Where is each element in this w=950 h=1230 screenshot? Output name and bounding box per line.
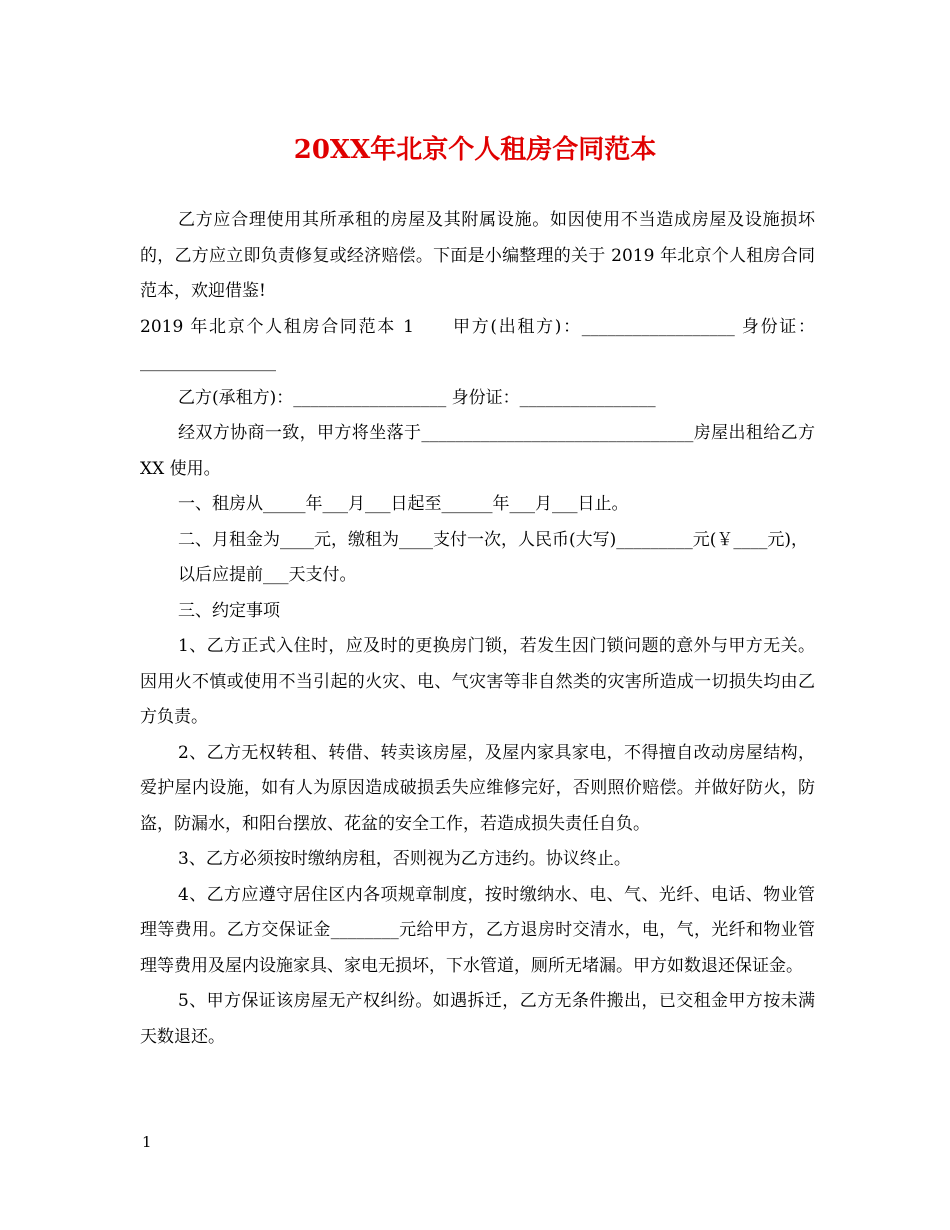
paragraph-clause-5: 5、甲方保证该房屋无产权纠纷。如遇拆迁，乙方无条件搬出，已交租金甲方按未满天数退还。 xyxy=(140,991,815,1047)
document-body xyxy=(140,203,815,1055)
page-number: 1 xyxy=(142,1133,152,1151)
paragraph-clause-1: 1、乙方正式入住时，应及时的更换房门锁，若发生因门锁问题的意外与甲方无关。因用火不慎或使用不当引起的火灾、电、气灾害等非自然类的灾害所造成一切损失均由乙方负责。 xyxy=(140,636,815,727)
paragraph-term: 一、租房从_____年___月___日起至______年___月___日止。 xyxy=(178,494,629,514)
paragraph-agreement: 经双方协商一致，甲方将坐落于________________________________房屋出租给乙方 XX 使用。 xyxy=(140,423,815,479)
paragraph-rent: 二、月租金为____元，缴租为____支付一次，人民币(大写)_________元(￥____元)， xyxy=(178,529,809,550)
document-title: 20XX年北京个人租房合同范本 xyxy=(293,135,657,165)
paragraph-clause-2: 2、乙方无权转租、转借、转卖该房屋，及屋内家具家电，不得擅自改动房屋结构，爱护屋内设施，如有人为原因造成破损丢失应维修完好，否则照价赔偿。并做好防火，防盗，防漏水，和阳台摆放、花盆的安全工作，若造成损失责任自负。 xyxy=(140,742,815,834)
paragraph-party-b: 乙方(承租方)：__________________ 身份证：________________ xyxy=(178,387,656,408)
paragraph-clause-4: 4、乙方应遵守居住区内各项规章制度，按时缴纳水、电、气、光纤、电话、物业管理等费用。乙方交保证金________元给甲方，乙方退房时交清水，电，气，光纤和物业管理等费用及屋内设施家具、家电无损坏，下水管道，厕所无堵漏。甲方如数退还保证金。 xyxy=(140,884,815,976)
paragraph-clause-3: 3、乙方必须按时缴纳房租，否则视为乙方违约。协议终止。 xyxy=(178,849,631,869)
paragraph-intro: 乙方应合理使用其所承租的房屋及其附属设施。如因使用不当造成房屋及设施损坏的，乙方应立即负责修复或经济赔偿。下面是小编整理的关于 2019 年北京个人租房合同范本，欢迎借鉴! xyxy=(140,210,815,301)
paragraph-payment-advance: 以后应提前___天支付。 xyxy=(178,565,357,585)
paragraph-party-a: 2019 年北京个人租房合同范本 1 甲方(出租方)：__________________ 身份证：________________ xyxy=(140,316,815,372)
paragraph-terms-heading: 三、约定事项 xyxy=(178,600,280,621)
